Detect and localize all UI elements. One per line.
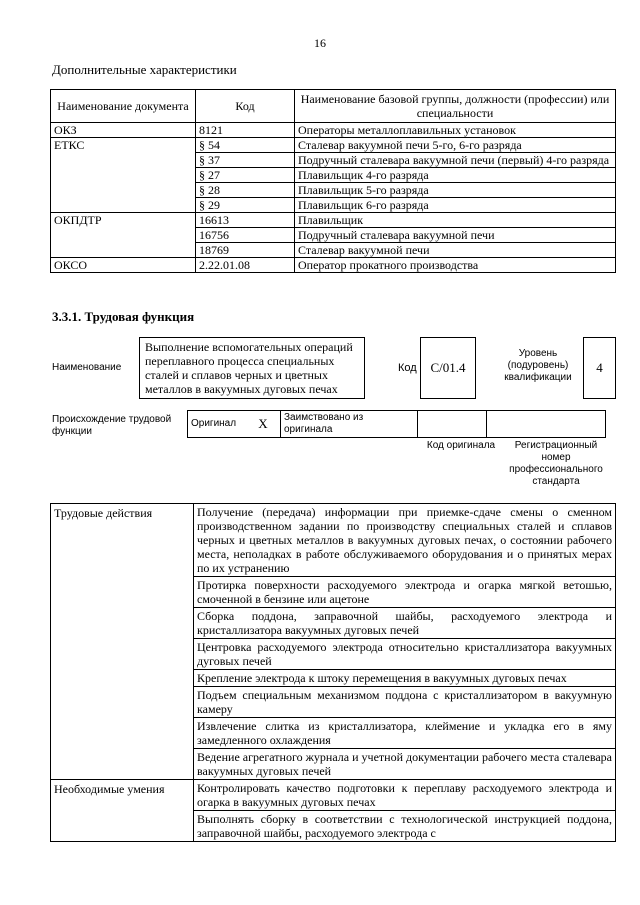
characteristics-header-row (51, 90, 616, 123)
characteristics-table (50, 89, 616, 273)
function-title: 3.3.1. Трудовая функция (52, 309, 195, 324)
origin-reg-caption: Регистрационный номер профессионального стандарта (509, 440, 603, 487)
code-cell: 8121 (196, 123, 295, 138)
origin-table (187, 410, 606, 438)
origin-original: Оригинал (188, 411, 247, 438)
table-row (51, 213, 616, 228)
labor-action-item: Извлечение слитка из кристаллизатора, клеймение и укладка его в яму замедленного охлаждения (194, 718, 616, 749)
table-row (51, 504, 616, 577)
function-name-value: Выполнение вспомогательных операций переплавного процесса специальных сталей и сплавов черных и цветных металлов в вакуумных дуговых печах (139, 337, 365, 399)
header-group-name: Наименование базовой группы, должности (профессии) или специальности (295, 90, 616, 123)
name-cell: Плавильщик 6-го разряда (295, 198, 616, 213)
origin-code-caption: Код оригинала (426, 440, 496, 451)
name-cell: Сталевар вакуумной печи 5-го, 6-го разряда (295, 138, 616, 153)
labor-action-item: Сборка поддона, заправочной шайбы, расходуемого электрода и кристаллизатора вакуумных дуговых печей (194, 608, 616, 639)
name-cell: Подручный сталевара вакуумной печи (295, 228, 616, 243)
labor-action-item: Получение (передача) информации при приемке-сдаче смены о сменном производственном задании по производству специальных сталей и сплавов черных и цветных металлов в вакуумных дуговых печах, о состоянии рабочего места, неполадках в работе обслуживаемого оборудования и о принятых мерах по их устранению (194, 504, 616, 577)
origin-borrowed: Заимствовано из оригинала (281, 411, 418, 438)
labor-action-item: Центровка расходуемого электрода относительно кристаллизатора вакуумных дуговых печей (194, 639, 616, 670)
section-heading: Дополнительные характеристики (52, 62, 237, 77)
document-cell: ОКЗ (51, 123, 196, 138)
name-cell: Подручный сталевара вакуумной печи (первый) 4-го разряда (295, 153, 616, 168)
labor-action-item: Подъем специальным механизмом поддона с кристаллизатором в вакуумную камеру (194, 687, 616, 718)
page-number: 16 (314, 36, 326, 50)
table-row (51, 123, 616, 138)
origin-label: Происхождение трудовой функции (52, 414, 172, 437)
header-document: Наименование документа (51, 90, 196, 123)
skill-item: Контролировать качество подготовки к переплаву расходуемого электрода и огарка в вакуумных дуговых печах (194, 780, 616, 811)
labor-action-item: Крепление электрода к штоку перемещения в вакуумных дуговых печах (194, 670, 616, 687)
table-row (51, 138, 616, 153)
work-table (50, 503, 616, 842)
code-label: Код (398, 362, 417, 374)
labor-actions-label: Трудовые действия (51, 504, 194, 780)
origin-mark: X (246, 411, 281, 438)
name-label: Наименование (52, 362, 122, 373)
level-value: 4 (583, 337, 616, 399)
code-cell: § 28 (196, 183, 295, 198)
code-cell: § 29 (196, 198, 295, 213)
origin-code-cell (418, 411, 487, 438)
name-cell: Оператор прокатного производства (295, 258, 616, 273)
level-label: Уровень (подуровень) квалификации (504, 348, 572, 383)
origin-reg-cell (487, 411, 606, 438)
document-cell: ОКСО (51, 258, 196, 273)
labor-action-item: Ведение агрегатного журнала и учетной документации рабочего места сталевара вакуумных дуговых печей (194, 749, 616, 780)
code-cell: § 37 (196, 153, 295, 168)
name-cell: Плавильщик (295, 213, 616, 228)
name-cell: Плавильщик 4-го разряда (295, 168, 616, 183)
origin-row (188, 411, 606, 438)
function-code-value: С/01.4 (420, 337, 476, 399)
document-cell: ОКПДТР (51, 213, 196, 258)
labor-action-item: Протирка поверхности расходуемого электрода и огарка мягкой ветошью, смоченной в бензине или ацетоне (194, 577, 616, 608)
header-code: Код (196, 90, 295, 123)
document-cell: ЕТКС (51, 138, 196, 213)
code-cell: § 54 (196, 138, 295, 153)
code-cell: § 27 (196, 168, 295, 183)
name-cell: Операторы металлоплавильных установок (295, 123, 616, 138)
code-cell: 16756 (196, 228, 295, 243)
code-cell: 18769 (196, 243, 295, 258)
name-cell: Сталевар вакуумной печи (295, 243, 616, 258)
skill-item: Выполнять сборку в соответствии с технологической инструкцией поддона, заправочной шайбы, расходуемого электрода с (194, 811, 616, 842)
code-cell: 16613 (196, 213, 295, 228)
required-skills-label: Необходимые умения (51, 780, 194, 842)
table-row (51, 780, 616, 811)
table-row (51, 258, 616, 273)
code-cell: 2.22.01.08 (196, 258, 295, 273)
name-cell: Плавильщик 5-го разряда (295, 183, 616, 198)
